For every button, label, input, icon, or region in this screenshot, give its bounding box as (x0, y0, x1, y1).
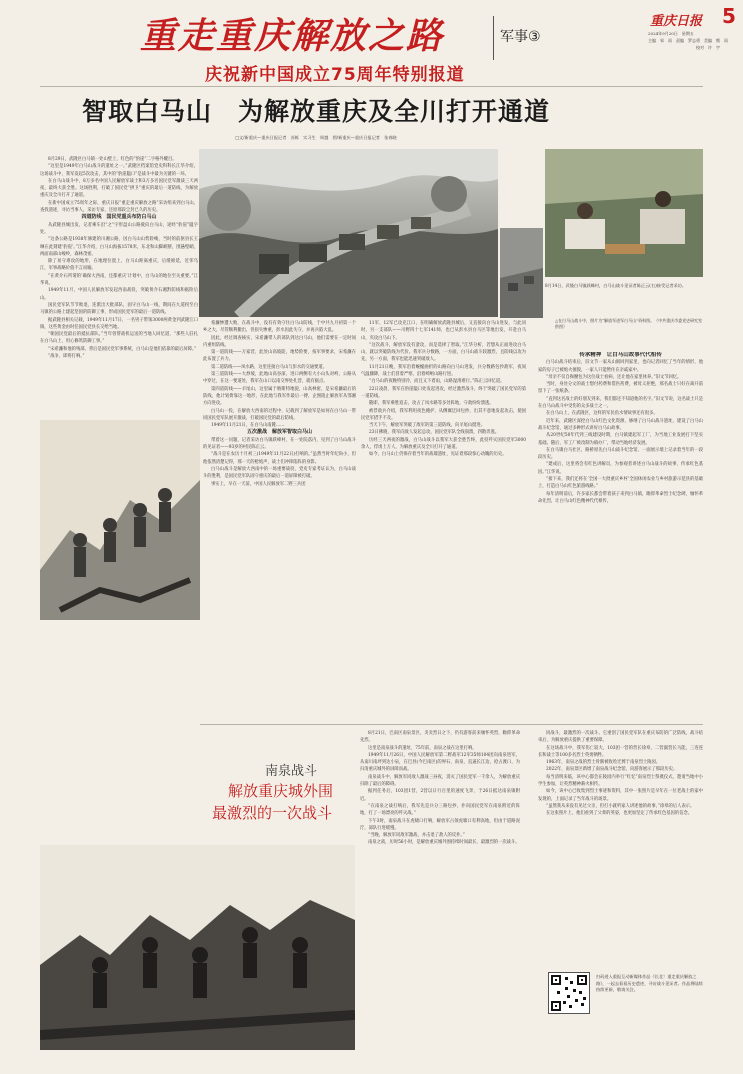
proof-line: 校对 许 宇 (648, 45, 720, 50)
byline: □文/新重庆—重庆日报记者 苏栋 实习生 周越 图/新重庆—重庆日报记者 张春晓 (235, 135, 397, 140)
inset-photo-art (500, 228, 543, 318)
interview-photo-art (545, 149, 703, 277)
article-column-6 (538, 730, 703, 965)
article-column-5 (360, 730, 520, 1060)
paragraph: “这次战斗，解放军没有蛮攻，而是选择了智取。”江华分析，若想从正面进攻白马山，就以突破防线为代价。我军兵分数路，一方面，白马山战斗较激烈，且防线以攻为先，另一方面，我军也能迅速突破敌人。 (361, 342, 526, 363)
soldiers-art (40, 420, 200, 620)
page-number: 5 (722, 4, 736, 28)
series-title: 重走重庆解放之路 (140, 15, 445, 57)
paragraph: “接下来，我们还将在‘全国一大批重庆乡村’全国休闲农业与乡村旅游示范县的基础上，打造白马山红色旅游线路。” (538, 477, 703, 490)
subheading: 五次激战 解放军智取白马山 (246, 429, 312, 436)
qr-code[interactable] (548, 972, 590, 1014)
paragraph: 如今，白马山上仍保存着当年的战壕遗址，见证着那段惊心动魄的历史。 (369, 452, 507, 458)
paragraph: 在白马镇白马社区，路桥原先白马山战斗纪念馆，一面展示墙上记录着当年的一段段历史。 (538, 447, 703, 461)
paragraph: “宋希濂和他的残部，背后是国民党军事系统，白马山是他们依靠的最后屏障。” (48, 346, 197, 352)
paragraph: “建成后，这里将会有红色讲解员，为参观者讲述白马山战斗的故事，传承红色基因。”江华说。 (538, 462, 703, 475)
qr-code-icon (549, 973, 589, 1013)
paragraph: 第四道防线——羊尾山，这里属于喀斯特地貌，山高林密，是宋希濂最后的防线，他计划倚靠这一地形，在此地与我军作最后一搏，企图阻止解放军从鄂湘方向进攻。 (203, 386, 356, 407)
soldiers-illustration (40, 420, 200, 620)
historic-convoy-photo (199, 149, 498, 317)
paragraph: 白马山战斗是解放大西南中的一场重要战役，党史专家考证认为，白马山战斗的胜利，是国民党军队固守重庆的最后一道屏障被打破。 (203, 466, 356, 480)
paragraph: 国民党军队节节败退，连派出大批部队，固守白马山一线，期间在九道拐至白马镇的公路上建起坚固的防御工事，形成国民党军的最后一道防线。 (40, 302, 198, 316)
paper-name: 重庆日报 (650, 14, 703, 29)
paragraph: 白马山战斗结束后，旧文节一家从山洞回到家里，也向记者回忆了当年的情形，他家的房子已被炮火摧毁，一家人只能暂住在亲戚家中。 (538, 360, 703, 373)
series-divider (493, 16, 494, 60)
paragraph: 当天下午，解放军突破了敌军的第三道防线，向羊尾山挺进。 (369, 423, 486, 429)
paragraph: 在新中国成立75周年之际，重庆日报“重走重庆解放之路”采访组来到白马山，查找遗迹，寻访当事人，采访专家，还原那段尘封已久的历史。 (40, 200, 198, 214)
paragraph: 近年来，武隆区深挖白马山红色文化资源，修缮了白马山战斗遗址，建设了白马山战斗纪念馆，通过多种形式讲好白马山故事。 (538, 418, 703, 431)
series-subtitle: 庆祝新中国成立75周年特别报道 (205, 65, 465, 85)
paragraph: 在这场战斗中，我军伤亡较大，103团一营的营长徐皋，二营副营长马能，三连连长和战士等100多名烈士英勇牺牲。 (538, 745, 703, 758)
paragraph: “母亲不仅自掏腰包为这位战士看病，还让他在家里休养。”旧文节回忆。 (546, 374, 682, 380)
paragraph: “战斗是在农历十月初三(1949年11月22日)打响的。”虽然当时年纪尚小，但他依然清楚记得，那一天的枪炮声，战士们冲锋陷阵的身影。 (203, 452, 356, 465)
paragraph: 随即，我军乘胜追击，攻占了凤水路等多处阵地，守敌纷纷溃逃。 (369, 401, 494, 407)
article-column-2 (203, 320, 356, 720)
paragraph: 1949年11月26日，中国人民解放军第二野战军12军35师104团向南泉进军，从南川南坪到达小泉，在巴县(今巴南区)的界石、南泉，直逼长江边，抢占渡口，为扫清重庆城外的屏障而战。 (360, 752, 520, 773)
paragraph: 在这张照片上，他们看到了父辈的英姿，也更加坚定了传承红色基因的信念。 (546, 811, 693, 817)
paragraph: 每年清明前后，许多家长都会带着孩子来到白马镇，瞻仰革命烈士纪念碑，缅怀革命先烈，让白马山红色精神代代相传。 (538, 491, 703, 504)
paragraph: “朝国民党最后的抵抗部队。”当年曾帮战机运送的当地人回忆道，“那些人驻扎在白马山上，用心修筑防御工事。” (40, 332, 198, 345)
paragraph: 希濂惨遭大败，在战斗中，没有有效守住白马山防线，于中共九月初第一个乡之大，尽管顺利撤出，但损失惨重，彭水因此失守，并再兵陷大乱。 (203, 321, 356, 334)
paragraph: 第二道防线——凤水路，这里连接白马山与彭水的交通要道。 (211, 364, 328, 370)
paragraph: 每当清明来临，该中心都会在陵园内举行“红忆”南泉烈士祭奠仪式，邀请当地中小学生参加，让英烈精神薪火相传。 (538, 774, 703, 788)
paragraph: 23日拂晓，我军向敌人发起总攻，国民党军队全线崩溃，四散奔逃。 (369, 430, 500, 436)
paragraph: 下午3时，南泉战斗在虎啸口打响，解放军占领虎啸口有利高地，但由于道路泥泞，部队行进缓慢。 (360, 818, 520, 831)
paragraph: 南泉之战，历时56小时，是解放重庆城外围持续时间最长、最激烈的一次战斗。 (368, 840, 520, 846)
subheading: 传承精神 让白马山故事代代相传 (579, 352, 662, 358)
paragraph: “白马山的夜晚特别冷，而且又下着雨，山路湿滑难行。”陈正云回忆道。 (369, 379, 505, 385)
paragraph: 从武隆县城出发，记者乘车沿“之”字形盘山公路驶向白马山，途经“豹崖”隘字处。 (40, 222, 198, 235)
paragraph: 白马山一役，在解放大西南的过程中，记载到了解放军是如何在白马山一带同国民党军队展开激战，打破国民党的最后防线。 (203, 408, 356, 421)
paragraph: 南泉战斗中，解放军同敌人激战三昼夜，消灭了国民党军一千余人，为解放重庆扫除了最后的障碍。 (360, 774, 520, 788)
paragraph: 因此，经过调查核实，宋希濂带人的部队到达白马山，他们需要在一定时间内重组防线。 (203, 335, 356, 348)
paragraph: 在白马山战斗中，8万多名中国人民解放军战士和3万多名国民党军激战三天两夜，最终大获全胜。这场胜利，打破了国民党“拱卫”重庆的最后一道防线，为解放重庆及全川打开了通道。 (40, 178, 198, 199)
convoy-photo-art (199, 149, 498, 317)
woodcut-illustration (40, 845, 355, 1050)
paragraph: 事实上，早在一天前，中国人民解放军二野三兵团 (211, 481, 306, 487)
paragraph: 除了易守难攻的地形，在地理位置上，白马山距离重庆，后缓绵延，近邻乌江，军事战略价值不言而喻。 (40, 259, 198, 272)
paragraph: 从20世纪50年代到三线建设时期，白马镇建起军工厂，为当地工业发展打下坚实基础。随后，军工厂被改制为镇办厂，带动当地经济发展。 (538, 433, 703, 446)
interview-photo (545, 149, 703, 277)
headline: 智取白马山 为解放重庆及全川打开通道 (82, 97, 551, 126)
paragraph: 被俘敌兵介绍，我军利用夜色掩护，从侧翼迂回包抄，出其不意地发起攻击，使国民党军措手不及。 (361, 408, 526, 421)
paragraph: 第三道防线——大炒坡，此地山高谷深，进口两侧有大小山头对峙，公路从中穿过，在这一要道处，我军在山口以南交界处扎营，就有据点。 (203, 372, 356, 385)
lower-story-title-line1: 解放重庆城外围 (228, 782, 334, 800)
paragraph: “战争，即将打响。” (48, 354, 85, 360)
paragraph: 这里是南泉战斗的遗址，75年前，南泉之战在这里打响。 (368, 745, 477, 751)
paragraph: 历经三天两夜的激战，白马山战斗以我军大获全胜告终，此役歼灭国民党军3000余人，俘虏上万人，为解放重庆及全川打开了通道。 (361, 437, 526, 451)
paragraph: 11军、12军已攻克江口，在明确解放武隆县城后，又直接向白马山进发，与此同时，另一支部队——川野四十七军141师，也已从彭水县白马区等地出发，开赴白马山，夹攻白马山下。 (361, 321, 526, 341)
paragraph: 2022年，南泉景区新增了南泉战斗纪念馆，向游客展示了那段历史。 (546, 767, 678, 773)
section-rule (200, 724, 703, 725)
paragraph: 据武隆县相关记载，1949年11月17日，一名男子带领3000两黄金到武隆江口镇，这些黄金由时任国民党县长交给当地。 (40, 317, 198, 330)
lower-story-title-line2: 最激烈的一次战斗 (212, 804, 333, 822)
paragraph: 当时，身处分文的战士想付药费和借医药费，被母义拒绝，那名战士只好在离开前留下了一张纸条。 (538, 382, 703, 395)
paragraph: 如今，该中心已收集到烈士事迹和资料，其中一张照片是早年在一位老战士的家中发现的，上面记录了当年战斗的场景。 (538, 789, 703, 802)
qr-note: 扫码进入重报互动新媒体作品《长北！重走重庆解放之路》，一起去看看历史遗迹、寻访战斗见证者。作品将陆续持续更新，敬请关注。 (596, 974, 703, 993)
subheading: 四道防线 国民党重兵布防白马山 (81, 214, 157, 221)
paragraph: 22日凌晨，我军在豹崖隘口处发起进攻，经过激烈战斗，终于突破了国民党军的第一道防线。 (361, 386, 526, 399)
interview-photo-caption: 8月14日，武隆白马镇跃峰村，白马山战斗见证者陈正云(右)接受记者采访。 (545, 283, 687, 288)
paragraph: “直到这名战士的好朋友到来，我们都还不知道他的名字。”旧文节说，这名战士只是在白马山战斗中受伤的众多战士之一。 (538, 396, 703, 410)
paragraph: “在黄介石所谓的‘确保大西南，还都重庆’计划中，白马山的地位至关重要。”江华说。 (40, 273, 198, 287)
paragraph: “虽然我从来没有见过父亲，但打小就听家人讲述他的故事。”徐皋的后人表示。 (546, 803, 695, 809)
paragraph: 1949年11月21日，在白马山南麓…… (211, 423, 285, 429)
masthead-rule (40, 86, 703, 87)
article-column-4 (538, 352, 703, 722)
lower-story-kicker: 南泉战斗 (265, 764, 318, 779)
article-column-3 (361, 320, 526, 720)
date-line: 2024年9月20日 星期五 (648, 31, 694, 36)
paragraph: 11月21日晚，我军沿着蜿蜒曲折的山路向白马山进发，兵分数路包抄敌军，夜间气温骤降，战士们冒着严寒，沿着崎岖山路行进。 (361, 364, 526, 378)
paragraph: “当晚，解放军同敌军激战，并击退了敌人的反扑。” (368, 833, 465, 839)
inset-scene-photo (500, 228, 543, 318)
paragraph: 第一道防线——万家营，此处山高坡陡，地势险要，按军事要求，宋希濂在此布置了兵力。 (203, 350, 356, 363)
paragraph: “这里是1949年白马山战斗的遗址之一。”武隆区档案馆党史科科长江华介绍，这场战斗中，我军发起5次攻击，其中的“豹崖隘口”是战斗中最为关键的一环。 (40, 164, 198, 177)
paragraph: “在南泉之战打响后，我军先是兵分三路包抄，扑向国民党军在南泉附近的阵地，打了一场漂亮的歼灭战。” (360, 803, 520, 817)
paragraph: 带着这一问题，记者采访白马镇跃峰村，在一处院落内，见到了白马山战斗的见证者——93岁的村民陈正云。 (203, 437, 356, 451)
editor-line: 主编 邹 雨 责编 罗志勇 美编 熊 雨 (648, 38, 728, 43)
paragraph: 1949年11月，中国人民解放军发起西南战役，突破黄介石湘黔防线和据险后山。 (40, 288, 198, 301)
paragraph: 在白马山上，在武隆区，这样的军民鱼水情故事还有很多。 (546, 411, 658, 417)
article-column-1 (40, 156, 198, 414)
paragraph: 同战斗，最激烈的一次战斗。它重创了国民党军队在重庆布防的广泛防线，战斗结束后，为解放重庆提供了重要保障。 (538, 731, 703, 744)
paragraph: 1963年，南泉之战的烈士骨骸被收殓迁葬于南泉烈士陵园。 (546, 760, 661, 766)
paragraph: 8月21日，巴南区南泉景区，炎炎烈日之下，仍有游客前来缅怀英烈，瞻仰革命先烈。 (360, 731, 520, 744)
paragraph: 据到任务后，103团1营，2营以日行百里的速度飞奔，于26日抵达南泉镇附近。 (360, 789, 520, 802)
paragraph: “这条公路是1938年修建的川湘公路，因白马山山势险峻，当时的前驱县长王琳在此刻建‘豹崖’。”江华介绍，白马山海拔1578米，东北和山脚峡断，围悬壁峭，两面南部山峻岭，森林茂密。 (40, 237, 198, 257)
woodcut-art (40, 845, 355, 1050)
paragraph: 8月29日，武隆区白马镇一处山壁上，红色的“豹崖”二字格外醒目。 (48, 157, 177, 162)
section-name: 军事③ (500, 29, 541, 45)
inset-photo-caption: △在白马山战斗中，照片为“解放军进军白马山”资料图。（中共重庆市委党史研究室供图） (555, 318, 703, 330)
